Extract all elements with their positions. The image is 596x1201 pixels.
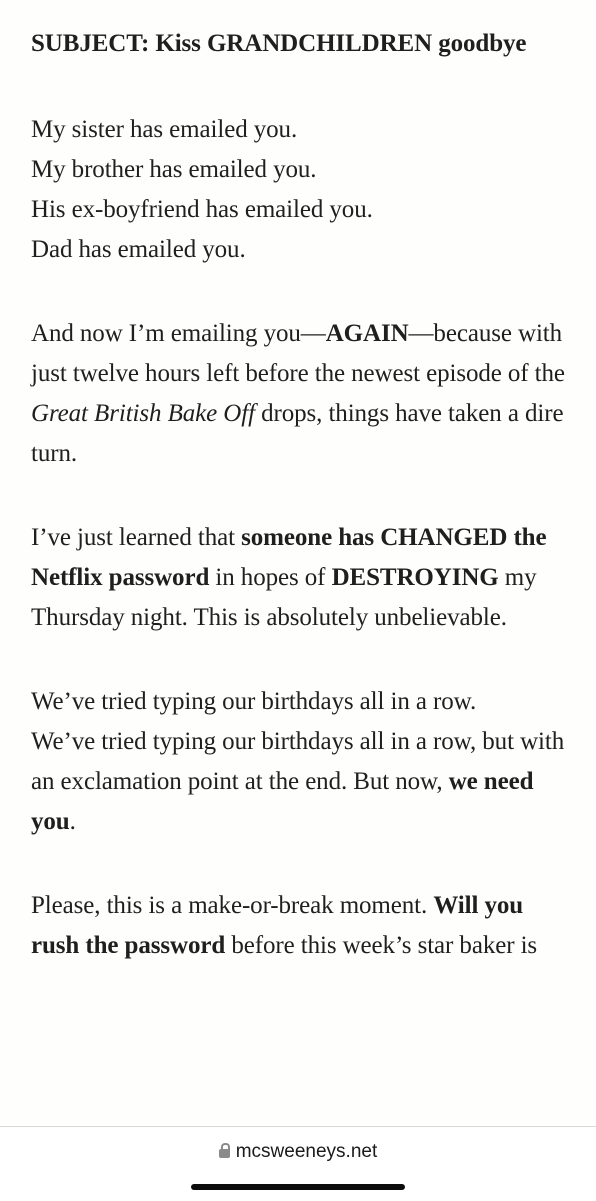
emphasis-rush-password: Will you rush the password [31,892,524,959]
emphasis-again: AGAIN [325,320,409,347]
text: my Thursday night. This is absolutely unbelievable. [31,564,537,631]
emphasis-destroying: DESTROYING [331,564,499,591]
text: in hopes of [209,564,332,591]
browser-bottom-bar [0,1126,596,1201]
text: And now I’m emailing you— [31,320,326,347]
paragraph-make-or-break [31,886,571,966]
address-bar[interactable] [0,1141,596,1163]
text: . [69,808,76,835]
lock-icon [219,1149,230,1158]
paragraph-emailing-again [31,314,571,474]
paragraph-password-changed [31,518,571,638]
url-text[interactable]: mcsweeneys.net [235,1141,378,1162]
text: before this week’s star baker is [225,932,538,959]
paragraph-emails: My sister has emailed you. My brother has emailed you. His ex-boyfriend has emailed you. Dad has emailed you. [31,116,373,263]
text: Please, this is a make-or-break moment. [31,892,434,919]
show-title: Great British Bake Off [31,400,255,427]
paragraph-birthdays [31,682,571,842]
emphasis-need-you: we need you [31,768,534,835]
home-indicator[interactable] [191,1184,405,1190]
text: drops, things have taken a dire turn. [31,400,564,467]
text: I’ve just learned that [31,524,242,551]
article-body [31,22,571,966]
text: —because with just twelve hours left before the newest episode of the [31,320,565,387]
emphasis-password-changed: someone has CHANGED the Netflix password [31,524,547,591]
text: We’ve tried typing our birthdays all in a row. We’ve tried typing our birthdays all in a row, but with an exclamation point at the end. But now, [31,688,565,795]
email-subject: SUBJECT: Kiss GRANDCHILDREN goodbye [31,30,527,57]
